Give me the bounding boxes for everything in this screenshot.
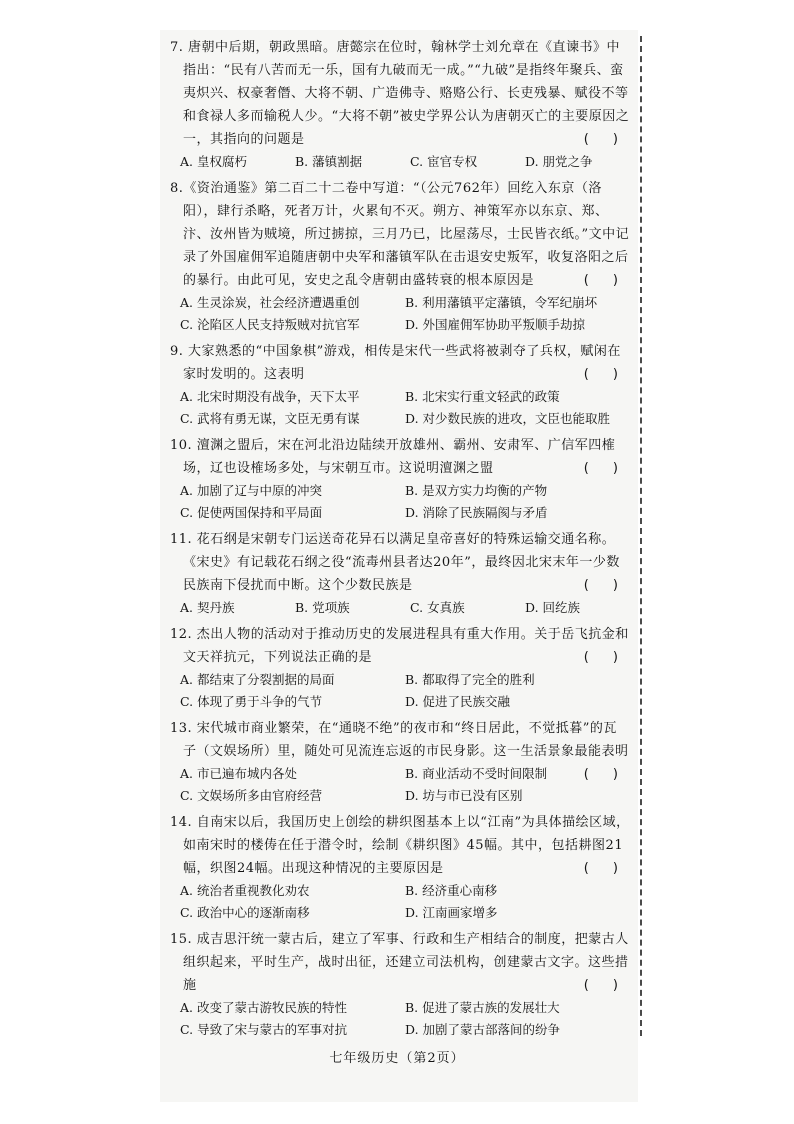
option-c[interactable]: C. 政治中心的逐渐南移 [180,905,310,920]
option-row [170,597,630,619]
question-12 [170,623,630,713]
option-a[interactable]: A. 改变了蒙古游牧民族的特性 [180,1000,347,1015]
option-a[interactable]: A. 加剧了辽与中原的冲突 [180,483,322,498]
option-a[interactable]: A. 都结束了分裂割据的局面 [180,672,335,687]
option-d[interactable]: D. 外国雇佣军协助平叛顺手劫掠 [405,317,586,332]
answer-bracket[interactable]: ( ) [583,367,628,382]
option-grid [170,480,630,524]
answer-bracket[interactable]: ( ) [583,861,628,876]
answer-bracket[interactable]: ( ) [583,767,628,782]
question-stem: 14. 自南宋以后，我国历史上创绘的耕织图基本上以“江南”为具体描绘区域，如南宋时的楼俦在任于潜令时，绘制《耕织图》45幅。其中，包括耕图21幅，织图24幅。出现这种情况的主要原因是 [170,815,630,876]
option-c[interactable]: C. 体现了勇于斗争的气节 [180,694,323,709]
option-b[interactable]: B. 藩镇割据 [295,154,363,169]
option-d[interactable]: D. 促进了民族交融 [405,694,511,709]
option-d[interactable]: D. 坊与市已没有区别 [405,788,523,803]
option-a[interactable]: A. 市已遍布城内各处 [180,766,297,781]
option-b[interactable]: B. 都取得了完全的胜利 [405,672,535,687]
question-13 [170,717,630,807]
question-stem: 8.《资治通鉴》第二百二十二卷中写道：“（公元762年）回纥入东京（洛阳），肆行杀略，死者万计，火累旬不灭。朔方、神策军亦以东京、郑、汴、汝州皆为贼境，所过掳掠，三月乃已，比屋荡尽，士民皆衣纸。”文中记录了外国雇佣军追随唐朝中央军和藩镇军队在击退安史叛军，收复洛阳之后的暴行。由此可见，安史之乱令唐朝由盛转衰的根本原因是 [170,181,630,288]
option-c[interactable]: C. 促使两国保持和平局面 [180,505,323,520]
question-list [170,36,630,1045]
option-b[interactable]: B. 促进了蒙古族的发展壮大 [405,1000,560,1015]
option-d[interactable]: D. 对少数民族的进攻，文臣也能取胜 [405,411,611,426]
option-c[interactable]: C. 宦官专权 [410,154,478,169]
option-b[interactable]: B. 党项族 [295,600,350,615]
question-8 [170,177,630,336]
question-stem: 10. 澶渊之盟后，宋在河北沿边陆续开放雄州、霸州、安肃军、广信军四榷场，辽也设榷场多处，与宋朝互市。这说明澶渊之盟 [170,438,616,476]
question-10 [170,434,630,524]
option-a[interactable]: A. 生灵涂炭，社会经济遭遇重创 [180,295,360,310]
answer-bracket[interactable]: ( ) [583,578,628,593]
option-d[interactable]: D. 消除了民族隔阂与矛盾 [405,505,548,520]
binding-dashed-line [640,36,642,1036]
option-row [170,151,630,173]
answer-bracket[interactable]: ( ) [583,461,628,476]
option-grid [170,763,597,807]
question-stem: 12. 杰出人物的活动对于推动历史的发展进程具有重大作用。关于岳飞抗金和文天祥抗元，下列说法正确的是 [170,627,629,665]
question-14 [170,811,630,924]
option-grid [170,386,630,430]
question-stem: 13. 宋代城市商业繁荣，在“通晓不绝”的夜市和“终日居此，不觉抵暮”的瓦子（文娱场所）里，随处可见流连忘返的市民身影。这一生活景象最能表明 [170,721,629,759]
question-11 [170,528,630,619]
question-9 [170,340,630,430]
option-b[interactable]: B. 是双方实力均衡的产物 [405,483,548,498]
option-b[interactable]: B. 经济重心南移 [405,883,498,898]
option-c[interactable]: C. 女真族 [410,600,465,615]
answer-bracket[interactable]: ( ) [583,273,628,288]
question-stem: 15. 成吉思汗统一蒙古后，建立了军事、行政和生产相结合的制度，把蒙古人组织起来，平时生产，战时出征，还建立司法机构，创建蒙古文字。这些措施 [170,932,629,993]
answer-bracket[interactable]: ( ) [583,978,628,993]
option-a[interactable]: A. 契丹族 [180,600,235,615]
answer-bracket[interactable]: ( ) [583,650,628,665]
question-stem: 7. 唐朝中后期，朝政黑暗。唐懿宗在位时，翰林学士刘允章在《直谏书》中指出：“民有八苦而无一乐，国有九破而无一成。”“九破”是指终年聚兵、蛮夷炽兴、权豪奢僭、大将不朝、广造佛寺、赂赂公行、长吏残暴、赋役不等和食禄人多而输税人少。“大将不朝”被史学界公认为唐朝灭亡的主要原因之一，其指向的问题是 [170,40,630,147]
option-b[interactable]: B. 北宋实行重文轻武的政策 [405,389,560,404]
option-grid [170,997,630,1041]
option-c[interactable]: C. 导致了宋与蒙古的军事对抗 [180,1022,348,1037]
option-a[interactable]: A. 统治者重视教化劝农 [180,883,310,898]
option-d[interactable]: D. 江南画家增多 [405,905,498,920]
option-grid [170,880,630,924]
option-c[interactable]: C. 文娱场所多由官府经营 [180,788,323,803]
question-15 [170,928,630,1041]
option-d[interactable]: D. 回纥族 [525,600,581,615]
option-a[interactable]: A. 北宋时期没有战争，天下太平 [180,389,360,404]
answer-bracket[interactable]: ( ) [583,132,628,147]
question-stem: 11. 花石纲是宋朝专门运送奇花异石以满足皇帝喜好的特殊运输交通名称。《宋史》有记载花石纲之役“流毒州县者达20年”，最终因北宋末年一少数民族南下侵扰而中断。这个少数民族是 [170,532,620,593]
option-d[interactable]: D. 朋党之争 [525,154,593,169]
option-c[interactable]: C. 武将有勇无谋，文臣无勇有谋 [180,411,360,426]
option-grid [170,669,630,713]
option-c[interactable]: C. 沦陷区人民支持叛贼对抗官军 [180,317,360,332]
question-7 [170,36,630,173]
page-footer: 七年级历史（第2页） [329,1051,465,1066]
question-stem: 9. 大家熟悉的“中国象棋”游戏，相传是宋代一些武将被剥夺了兵权，赋闲在家时发明的。这表明 [170,344,621,382]
option-d[interactable]: D. 加剧了蒙古部落间的纷争 [405,1022,561,1037]
option-grid [170,292,630,336]
option-b[interactable]: B. 利用藩镇平定藩镇，令军纪崩坏 [405,295,598,310]
option-a[interactable]: A. 皇权腐朽 [180,154,247,169]
option-b[interactable]: B. 商业活动不受时间限制 [405,766,548,781]
